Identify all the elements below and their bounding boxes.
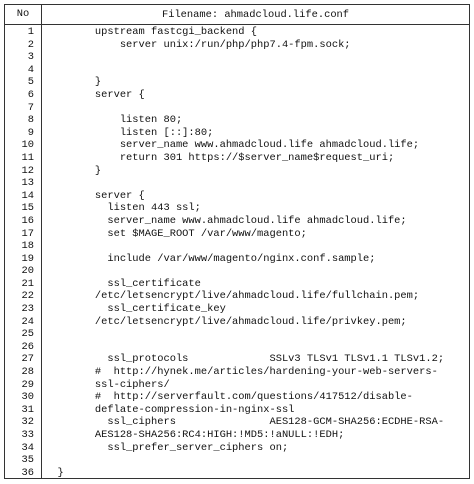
line-number: 7 — [27, 101, 34, 114]
line-number: 31 — [21, 403, 34, 416]
code-line: deflate-compression-in-nginx-ssl — [45, 403, 295, 416]
line-number: 21 — [21, 277, 34, 290]
line-number: 28 — [21, 366, 34, 379]
line-number: 11 — [21, 151, 34, 164]
code-line: server unix:/run/php/php7.4-fpm.sock; — [45, 38, 351, 51]
code-line: listen 443 ssl; — [45, 202, 201, 215]
code-line — [45, 454, 467, 467]
line-number: 3 — [27, 51, 34, 64]
line-number: 10 — [21, 139, 34, 152]
code-line: } — [45, 164, 102, 177]
line-number: 12 — [21, 164, 34, 177]
line-number: 1 — [27, 26, 34, 38]
code-line: server_name www.ahmadcloud.life ahmadcloud.life; — [45, 214, 407, 227]
code-line — [45, 64, 467, 77]
code-line: listen 80; — [45, 114, 183, 127]
code-line — [45, 328, 467, 341]
table-header — [5, 5, 469, 25]
line-number: 15 — [21, 202, 34, 215]
filename-header: Filename: ahmadcloud.life.conf — [161, 8, 350, 21]
line-number-header: No — [5, 5, 42, 24]
code-line — [45, 240, 467, 253]
code-line: ssl-ciphers/ — [45, 378, 170, 391]
line-number: 5 — [27, 76, 34, 89]
code-line: # http://hynek.me/articles/hardening-your-web-servers- — [45, 366, 438, 379]
code-line: listen [::]:80; — [45, 126, 214, 139]
line-number: 19 — [21, 252, 34, 265]
line-number: 30 — [21, 391, 34, 404]
code-line — [45, 265, 467, 278]
line-number: 8 — [27, 114, 34, 127]
code-line — [45, 341, 467, 354]
line-number: 17 — [21, 227, 34, 240]
line-number: 16 — [21, 214, 34, 227]
code-line: ssl_ciphers AES128-GCM-SHA256:ECDHE-RSA- — [45, 416, 445, 429]
code-line — [45, 51, 467, 64]
line-number: 35 — [21, 454, 34, 467]
line-number: 9 — [27, 126, 34, 139]
code-line — [45, 102, 467, 115]
code-line: AES128-SHA256:RC4:HIGH:!MD5:!aNULL:!EDH; — [45, 429, 345, 441]
code-listing-table — [4, 4, 470, 479]
code-line: ssl_protocols SSLv3 TLSv1 TLSv1.1 TLSv1.2; — [45, 353, 445, 366]
line-number: 22 — [21, 290, 34, 303]
line-number: 32 — [21, 416, 34, 429]
code-column — [45, 26, 467, 479]
code-line: set $MAGE_ROOT /var/www/magento; — [45, 227, 307, 240]
line-number: 24 — [21, 315, 34, 328]
line-number: 23 — [21, 303, 34, 316]
code-line: include /var/www/magento/nginx.conf.sample; — [45, 252, 376, 265]
line-number: 4 — [27, 63, 34, 76]
line-number: 18 — [21, 240, 34, 253]
line-number: 29 — [21, 378, 34, 391]
code-line: } — [45, 466, 64, 479]
code-line: server { — [45, 189, 145, 202]
code-line: /etc/letsencrypt/live/ahmadcloud.life/fullchain.pem; — [45, 290, 420, 303]
code-line: } — [45, 76, 102, 89]
line-number: 27 — [21, 353, 34, 366]
code-line: /etc/letsencrypt/live/ahmadcloud.life/privkey.pem; — [45, 315, 407, 328]
code-line: upstream fastcgi_backend { — [45, 26, 258, 38]
line-number-column — [5, 25, 42, 478]
line-number: 25 — [21, 328, 34, 341]
line-number: 20 — [21, 265, 34, 278]
line-number: 36 — [21, 466, 34, 479]
code-line: # http://serverfault.com/questions/417512/disable- — [45, 391, 413, 404]
line-number: 14 — [21, 189, 34, 202]
line-number: 34 — [21, 441, 34, 454]
line-number: 33 — [21, 429, 34, 441]
code-line: server { — [45, 88, 145, 101]
line-number: 13 — [21, 177, 34, 190]
line-number: 6 — [27, 88, 34, 101]
code-line: ssl_certificate — [45, 277, 201, 290]
line-number: 26 — [21, 340, 34, 353]
code-line — [45, 177, 467, 190]
code-line: ssl_prefer_server_ciphers on; — [45, 441, 289, 454]
line-number: 2 — [27, 38, 34, 51]
code-line: return 301 https://$server_name$request_uri; — [45, 151, 395, 164]
code-line: server_name www.ahmadcloud.life ahmadcloud.life; — [45, 139, 420, 152]
code-line: ssl_certificate_key — [45, 303, 226, 316]
